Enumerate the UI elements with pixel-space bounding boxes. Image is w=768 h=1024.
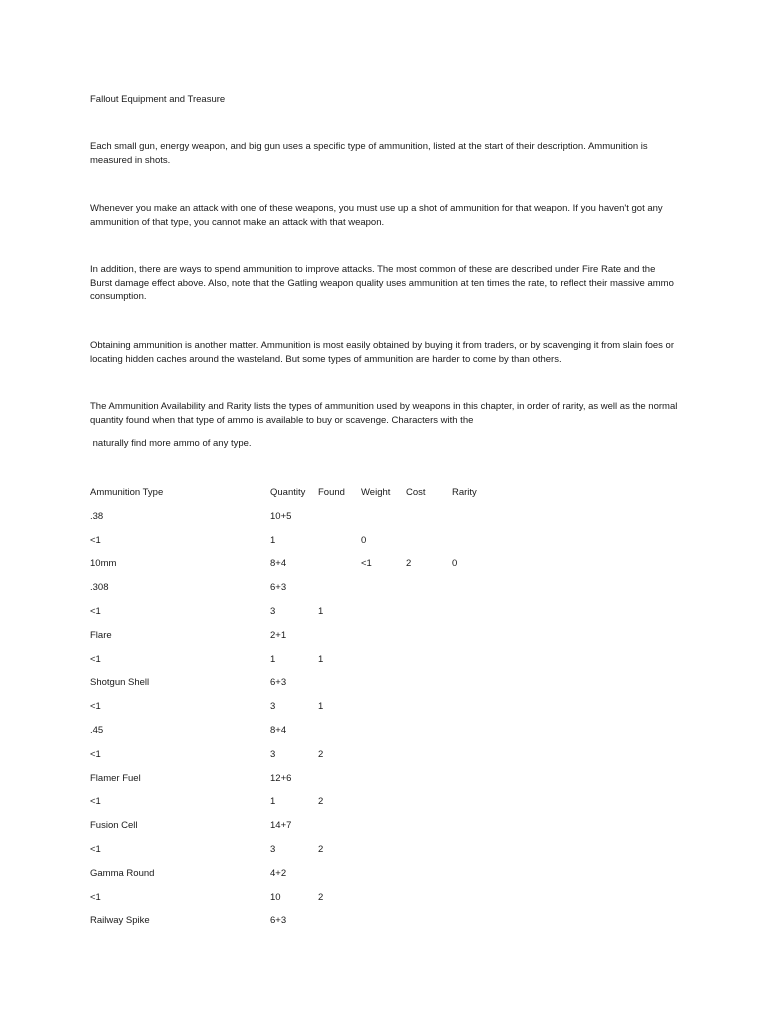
header-weight: Weight <box>361 487 391 498</box>
cell-quantity: 10 <box>270 891 281 903</box>
cell-ammunition-type: .38 <box>90 510 104 522</box>
cell-found: 1 <box>318 605 324 617</box>
cell-quantity: 6+3 <box>270 582 287 594</box>
document-title: Fallout Equipment and Treasure <box>90 94 226 105</box>
cell-found: 1 <box>318 701 324 713</box>
cell-quantity: 8+4 <box>270 558 287 570</box>
cell-ammunition-type: Shotgun Shell <box>90 677 150 689</box>
cell-ammunition-type: .308 <box>90 582 109 594</box>
cell-weight: <1 <box>361 558 372 570</box>
cell-ammunition-type: <1 <box>90 796 101 808</box>
cell-ammunition-type: .45 <box>90 724 104 736</box>
cell-found: 2 <box>318 748 324 760</box>
cell-quantity: 8+4 <box>270 724 287 736</box>
paragraph-fragment: naturally find more ammo of any type. <box>90 438 252 449</box>
cell-found: 2 <box>318 891 324 903</box>
cell-ammunition-type: Gamma Round <box>90 867 155 879</box>
cell-weight: 0 <box>361 534 367 546</box>
cell-ammunition-type: 10mm <box>90 558 117 570</box>
cell-quantity: 3 <box>270 701 276 713</box>
cell-ammunition-type: <1 <box>90 605 101 617</box>
cell-quantity: 1 <box>270 796 276 808</box>
cell-ammunition-type: <1 <box>90 534 101 546</box>
cell-quantity: 1 <box>270 534 276 546</box>
cell-ammunition-type: <1 <box>90 701 101 713</box>
cell-ammunition-type: Flare <box>90 629 112 641</box>
cell-ammunition-type: Flamer Fuel <box>90 772 141 784</box>
header-quantity: Quantity <box>270 487 306 498</box>
cell-quantity: 3 <box>270 605 276 617</box>
cell-ammunition-type: <1 <box>90 843 101 855</box>
cell-found: 2 <box>318 843 324 855</box>
cell-quantity: 14+7 <box>270 820 292 832</box>
cell-quantity: 3 <box>270 843 276 855</box>
cell-quantity: 6+3 <box>270 915 287 927</box>
paragraph-obtaining-ammunition: Obtaining ammunition is another matter. Ammunition is most easily obtained by buying it from traders, or by scavenging it from slain foes or locating hidden caches around the wasteland. But some types of ammunition are harder to come by than others. <box>90 340 674 365</box>
header-found: Found <box>318 487 345 498</box>
cell-quantity: 2+1 <box>270 629 287 641</box>
cell-found: 2 <box>318 796 324 808</box>
paragraph-ammunition-spending: In addition, there are ways to spend ammunition to improve attacks. The most common of these are described under Fire Rate and the Burst damage effect above. Also, note that the Gatling weapon quality uses ammunition at ten times the rate, to reflect their massive ammo consumption. <box>90 264 674 302</box>
cell-quantity: 10+5 <box>270 510 292 522</box>
paragraph-availability-rarity: The Ammunition Availability and Rarity lists the types of ammunition used by weapons in this chapter, in order of rarity, as well as the normal quantity found when that type of ammo is available to buy or scavenge. Characters with the <box>90 401 678 426</box>
cell-found: 1 <box>318 653 324 665</box>
cell-ammunition-type: <1 <box>90 748 101 760</box>
cell-ammunition-type: <1 <box>90 891 101 903</box>
cell-quantity: 3 <box>270 748 276 760</box>
header-ammunition-type: Ammunition Type <box>90 487 164 498</box>
cell-cost: 2 <box>406 558 412 570</box>
cell-ammunition-type: Fusion Cell <box>90 820 138 832</box>
cell-quantity: 4+2 <box>270 867 287 879</box>
header-rarity: Rarity <box>452 487 477 498</box>
paragraph-ammunition-types: Each small gun, energy weapon, and big gun uses a specific type of ammunition, listed at the start of their description. Ammunition is measured in shots. <box>90 141 648 166</box>
cell-ammunition-type: Railway Spike <box>90 915 150 927</box>
cell-ammunition-type: <1 <box>90 653 101 665</box>
cell-quantity: 6+3 <box>270 677 287 689</box>
header-cost: Cost <box>406 487 426 498</box>
paragraph-ammunition-usage: Whenever you make an attack with one of these weapons, you must use up a shot of ammunition for that weapon. If you haven't got any ammunition of that type, you cannot make an attack with that weapon. <box>90 203 663 228</box>
cell-rarity: 0 <box>452 558 458 570</box>
cell-quantity: 1 <box>270 653 276 665</box>
cell-quantity: 12+6 <box>270 772 292 784</box>
